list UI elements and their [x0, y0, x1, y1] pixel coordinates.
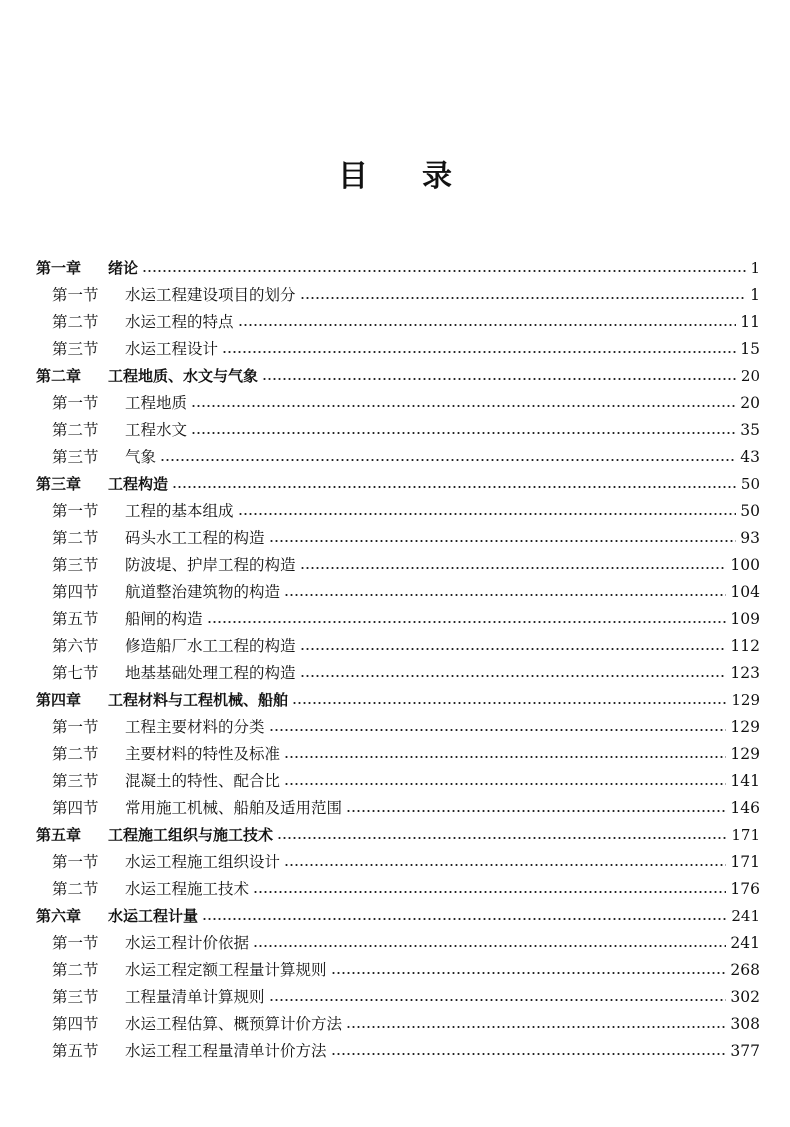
toc-dot-leader — [331, 1052, 727, 1056]
toc-entry-page: 20 — [740, 394, 760, 412]
toc-entry-page: 109 — [730, 610, 760, 628]
toc-dot-leader — [300, 674, 727, 678]
toc-section-entry — [36, 414, 760, 441]
toc-entry-page: 377 — [730, 1042, 760, 1060]
toc-dot-leader — [284, 755, 726, 759]
toc-entry-page: 241 — [730, 934, 760, 952]
toc-entry-page: 50 — [740, 502, 760, 520]
toc-entry-title: 船闸的构造 — [125, 610, 203, 628]
toc-entry-page: 1 — [750, 259, 760, 277]
toc-entry-title: 水运工程建设项目的划分 — [125, 286, 296, 304]
toc-entry-page: 123 — [730, 664, 760, 682]
toc-chapter-entry — [36, 684, 760, 711]
toc-entry-title: 绪论 — [108, 259, 139, 277]
toc-chapter-entry — [36, 468, 760, 495]
toc-section-entry — [36, 954, 760, 981]
toc-section-entry — [36, 576, 760, 603]
toc-dot-leader — [300, 566, 727, 570]
toc-dot-leader — [238, 323, 737, 327]
toc-dot-leader — [191, 431, 736, 435]
toc-section-entry — [36, 603, 760, 630]
toc-entry-number: 第三节 — [52, 448, 99, 466]
toc-dot-leader — [172, 485, 737, 489]
toc-dot-leader — [284, 863, 726, 867]
toc-dot-leader — [269, 998, 727, 1002]
toc-section-entry — [36, 441, 760, 468]
toc-section-entry — [36, 657, 760, 684]
toc-entry-title: 水运工程设计 — [125, 340, 219, 358]
toc-entry-page: 146 — [730, 799, 760, 817]
toc-section-entry — [36, 549, 760, 576]
toc-entry-title: 工程量清单计算规则 — [125, 988, 265, 1006]
toc-dot-leader — [191, 404, 736, 408]
toc-section-entry — [36, 1035, 760, 1062]
toc-dot-leader — [292, 701, 727, 705]
toc-section-entry — [36, 522, 760, 549]
toc-entry-number: 第二章 — [36, 367, 82, 385]
toc-dot-leader — [207, 620, 727, 624]
toc-entry-title: 气象 — [125, 448, 157, 466]
toc-entry-title: 工程材料与工程机械、船舶 — [108, 691, 289, 709]
toc-entry-number: 第三节 — [52, 556, 99, 574]
toc-entry-number: 第一章 — [36, 259, 82, 277]
toc-entry-page: 100 — [730, 556, 760, 574]
toc-entry-title: 码头水工工程的构造 — [125, 529, 265, 547]
toc-section-entry — [36, 873, 760, 900]
toc-section-entry — [36, 279, 760, 306]
toc-section-entry — [36, 765, 760, 792]
toc-entry-page: 129 — [731, 691, 760, 709]
toc-entry-title: 工程水文 — [125, 421, 188, 439]
toc-section-entry — [36, 738, 760, 765]
toc-entry-title: 工程施工组织与施工技术 — [108, 826, 274, 844]
page-title: 目录 — [338, 159, 506, 194]
toc-entry-page: 129 — [730, 718, 760, 736]
toc-entry-page: 104 — [730, 583, 760, 601]
toc-entry-number: 第四节 — [52, 799, 99, 817]
toc-dot-leader — [300, 647, 727, 651]
toc-dot-leader — [269, 728, 727, 732]
toc-dot-leader — [160, 458, 736, 462]
toc-entry-title: 混凝土的特性、配合比 — [125, 772, 281, 790]
toc-entry-page: 171 — [730, 853, 760, 871]
toc-entry-number: 第一节 — [52, 286, 99, 304]
toc-entry-title: 水运工程计量 — [108, 907, 199, 925]
toc-chapter-entry — [36, 900, 760, 927]
toc-dot-leader — [300, 296, 746, 300]
toc-entry-number: 第三节 — [52, 988, 99, 1006]
toc-entry-page: 129 — [730, 745, 760, 763]
toc-entry-page: 93 — [740, 529, 760, 547]
toc-entry-page: 112 — [730, 637, 760, 655]
toc-entry-number: 第六章 — [36, 907, 82, 925]
toc-dot-leader — [269, 539, 737, 543]
toc-section-entry — [36, 792, 760, 819]
toc-entry-number: 第二节 — [52, 313, 99, 331]
toc-section-entry — [36, 495, 760, 522]
toc-entry-number: 第七节 — [52, 664, 99, 682]
toc-entry-title: 地基基础处理工程的构造 — [125, 664, 296, 682]
toc-entry-number: 第一节 — [52, 502, 99, 520]
toc-entry-title: 工程主要材料的分类 — [125, 718, 265, 736]
toc-section-entry — [36, 927, 760, 954]
toc-entry-title: 工程构造 — [108, 475, 169, 493]
toc-entry-number: 第一节 — [52, 853, 99, 871]
toc-entry-page: 35 — [740, 421, 760, 439]
toc-entry-number: 第二节 — [52, 745, 99, 763]
toc-entry-number: 第四章 — [36, 691, 82, 709]
toc-entry-title: 水运工程施工组织设计 — [125, 853, 281, 871]
toc-entry-title: 工程的基本组成 — [125, 502, 234, 520]
toc-entry-page: 43 — [740, 448, 760, 466]
toc-entry-number: 第二节 — [52, 961, 99, 979]
toc-entry-number: 第二节 — [52, 880, 99, 898]
toc-section-entry — [36, 1008, 760, 1035]
toc-entry-page: 268 — [730, 961, 760, 979]
toc-entry-number: 第三章 — [36, 475, 82, 493]
toc-entry-number: 第六节 — [52, 637, 99, 655]
toc-entry-title: 水运工程的特点 — [125, 313, 234, 331]
toc-dot-leader — [253, 890, 726, 894]
toc-entry-number: 第二节 — [52, 529, 99, 547]
toc-dot-leader — [284, 782, 726, 786]
toc-dot-leader — [253, 944, 726, 948]
toc-entry-page: 20 — [740, 367, 760, 385]
toc-dot-leader — [238, 512, 737, 516]
toc-entry-page: 302 — [730, 988, 760, 1006]
toc-dot-leader — [202, 917, 727, 921]
toc-entry-title: 水运工程估算、概预算计价方法 — [125, 1015, 343, 1033]
table-of-contents — [36, 252, 760, 1062]
toc-section-entry — [36, 333, 760, 360]
toc-entry-page: 11 — [740, 313, 760, 331]
toc-entry-number: 第五节 — [52, 610, 99, 628]
toc-entry-page: 141 — [730, 772, 760, 790]
toc-entry-title: 防波堤、护岸工程的构造 — [125, 556, 296, 574]
toc-entry-number: 第三节 — [52, 340, 99, 358]
toc-entry-page: 171 — [731, 826, 760, 844]
toc-entry-title: 水运工程施工技术 — [125, 880, 250, 898]
toc-entry-title: 水运工程定额工程量计算规则 — [125, 961, 327, 979]
toc-entry-number: 第一节 — [52, 718, 99, 736]
toc-dot-leader — [222, 350, 736, 354]
toc-entry-number: 第三节 — [52, 772, 99, 790]
toc-chapter-entry — [36, 360, 760, 387]
toc-entry-page: 1 — [750, 286, 760, 304]
toc-entry-page: 308 — [730, 1015, 760, 1033]
toc-entry-title: 工程地质 — [125, 394, 188, 412]
toc-entry-title: 修造船厂水工工程的构造 — [125, 637, 296, 655]
toc-entry-title: 主要材料的特性及标准 — [125, 745, 281, 763]
toc-dot-leader — [262, 377, 737, 381]
toc-chapter-entry — [36, 252, 760, 279]
toc-chapter-entry — [36, 819, 760, 846]
toc-dot-leader — [331, 971, 727, 975]
toc-entry-number: 第五节 — [52, 1042, 99, 1060]
toc-entry-page: 15 — [740, 340, 760, 358]
toc-dot-leader — [277, 836, 727, 840]
toc-entry-number: 第四节 — [52, 1015, 99, 1033]
toc-entry-number: 第一节 — [52, 394, 99, 412]
toc-dot-leader — [284, 593, 726, 597]
toc-entry-title: 航道整治建筑物的构造 — [125, 583, 281, 601]
toc-section-entry — [36, 711, 760, 738]
toc-entry-number: 第四节 — [52, 583, 99, 601]
toc-dot-leader — [142, 269, 746, 273]
toc-entry-title: 水运工程计价依据 — [125, 934, 250, 952]
toc-entry-number: 第一节 — [52, 934, 99, 952]
toc-section-entry — [36, 387, 760, 414]
toc-entry-number: 第五章 — [36, 826, 82, 844]
toc-section-entry — [36, 981, 760, 1008]
toc-section-entry — [36, 846, 760, 873]
toc-dot-leader — [346, 809, 726, 813]
toc-entry-title: 水运工程工程量清单计价方法 — [125, 1042, 327, 1060]
toc-entry-title: 工程地质、水文与气象 — [108, 367, 259, 385]
toc-section-entry — [36, 306, 760, 333]
toc-entry-number: 第二节 — [52, 421, 99, 439]
toc-entry-title: 常用施工机械、船舶及适用范围 — [125, 799, 343, 817]
toc-section-entry — [36, 630, 760, 657]
toc-entry-page: 176 — [730, 880, 760, 898]
toc-entry-page: 241 — [731, 907, 760, 925]
toc-dot-leader — [346, 1025, 726, 1029]
toc-entry-page: 50 — [740, 475, 760, 493]
